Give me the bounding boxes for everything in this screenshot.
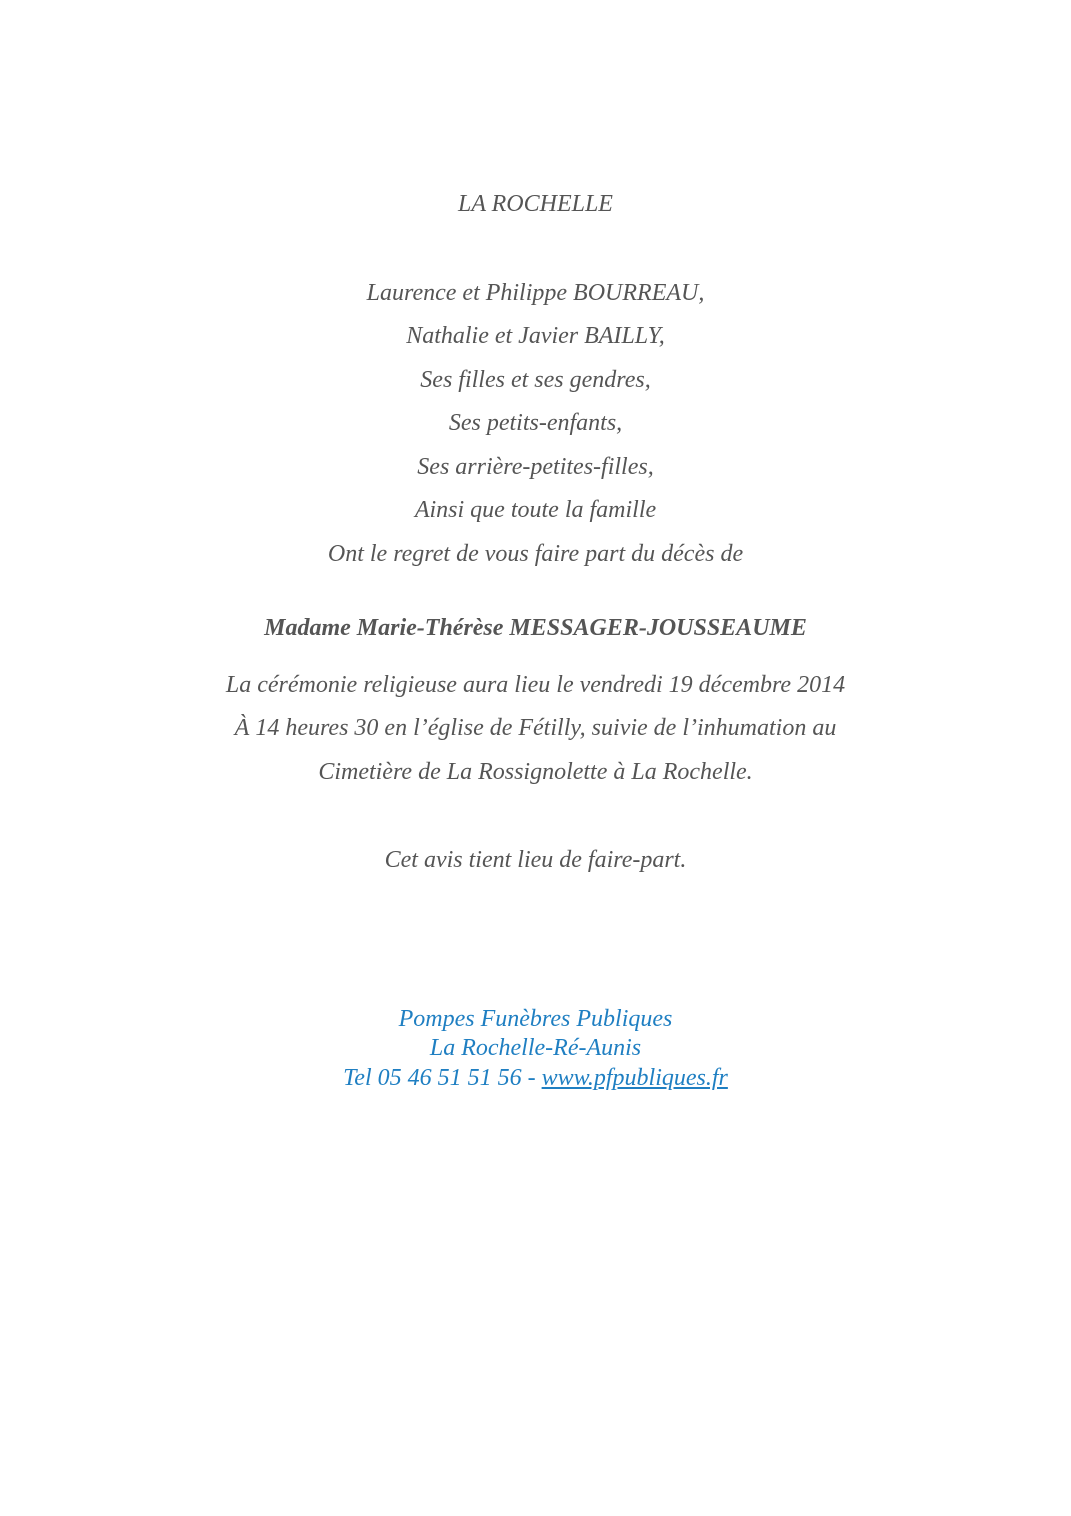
family-line-3: Ses filles et ses gendres,	[420, 367, 651, 393]
funeral-company-location: La Rochelle-Ré-Aunis	[429, 1035, 642, 1061]
contact-line	[0, 1063, 1071, 1093]
ceremony-line-2: À 14 heures 30 en l’église de Fétilly, suivie de l’inhumation au	[234, 715, 837, 741]
family-line-4: Ses petits-enfants,	[448, 410, 623, 436]
ceremony-line-1: La cérémonie religieuse aura lieu le vendredi 19 décembre 2014	[225, 672, 846, 698]
website-link[interactable]: www.pfpubliques.fr	[541, 1065, 728, 1091]
funeral-company-name: Pompes Funèbres Publiques	[398, 1006, 673, 1032]
city-heading: LA ROCHELLE	[458, 191, 613, 217]
ceremony-line-3: Cimetière de La Rossignolette à La Rochelle.	[318, 759, 753, 785]
phone-number: Tel 05 46 51 51 56 -	[343, 1065, 542, 1091]
announcement-line: Ont le regret de vous faire part du décès de	[327, 541, 744, 567]
family-line-5: Ses arrière-petites-filles,	[417, 454, 654, 480]
deceased-name: Madame Marie-Thérèse MESSAGER-JOUSSEAUME	[264, 615, 807, 641]
family-line-6: Ainsi que toute la famille	[414, 497, 657, 523]
closing-note: Cet avis tient lieu de faire-part.	[384, 847, 687, 873]
family-line-1: Laurence et Philippe BOURREAU,	[366, 280, 705, 306]
family-line-2: Nathalie et Javier BAILLY,	[406, 323, 665, 349]
